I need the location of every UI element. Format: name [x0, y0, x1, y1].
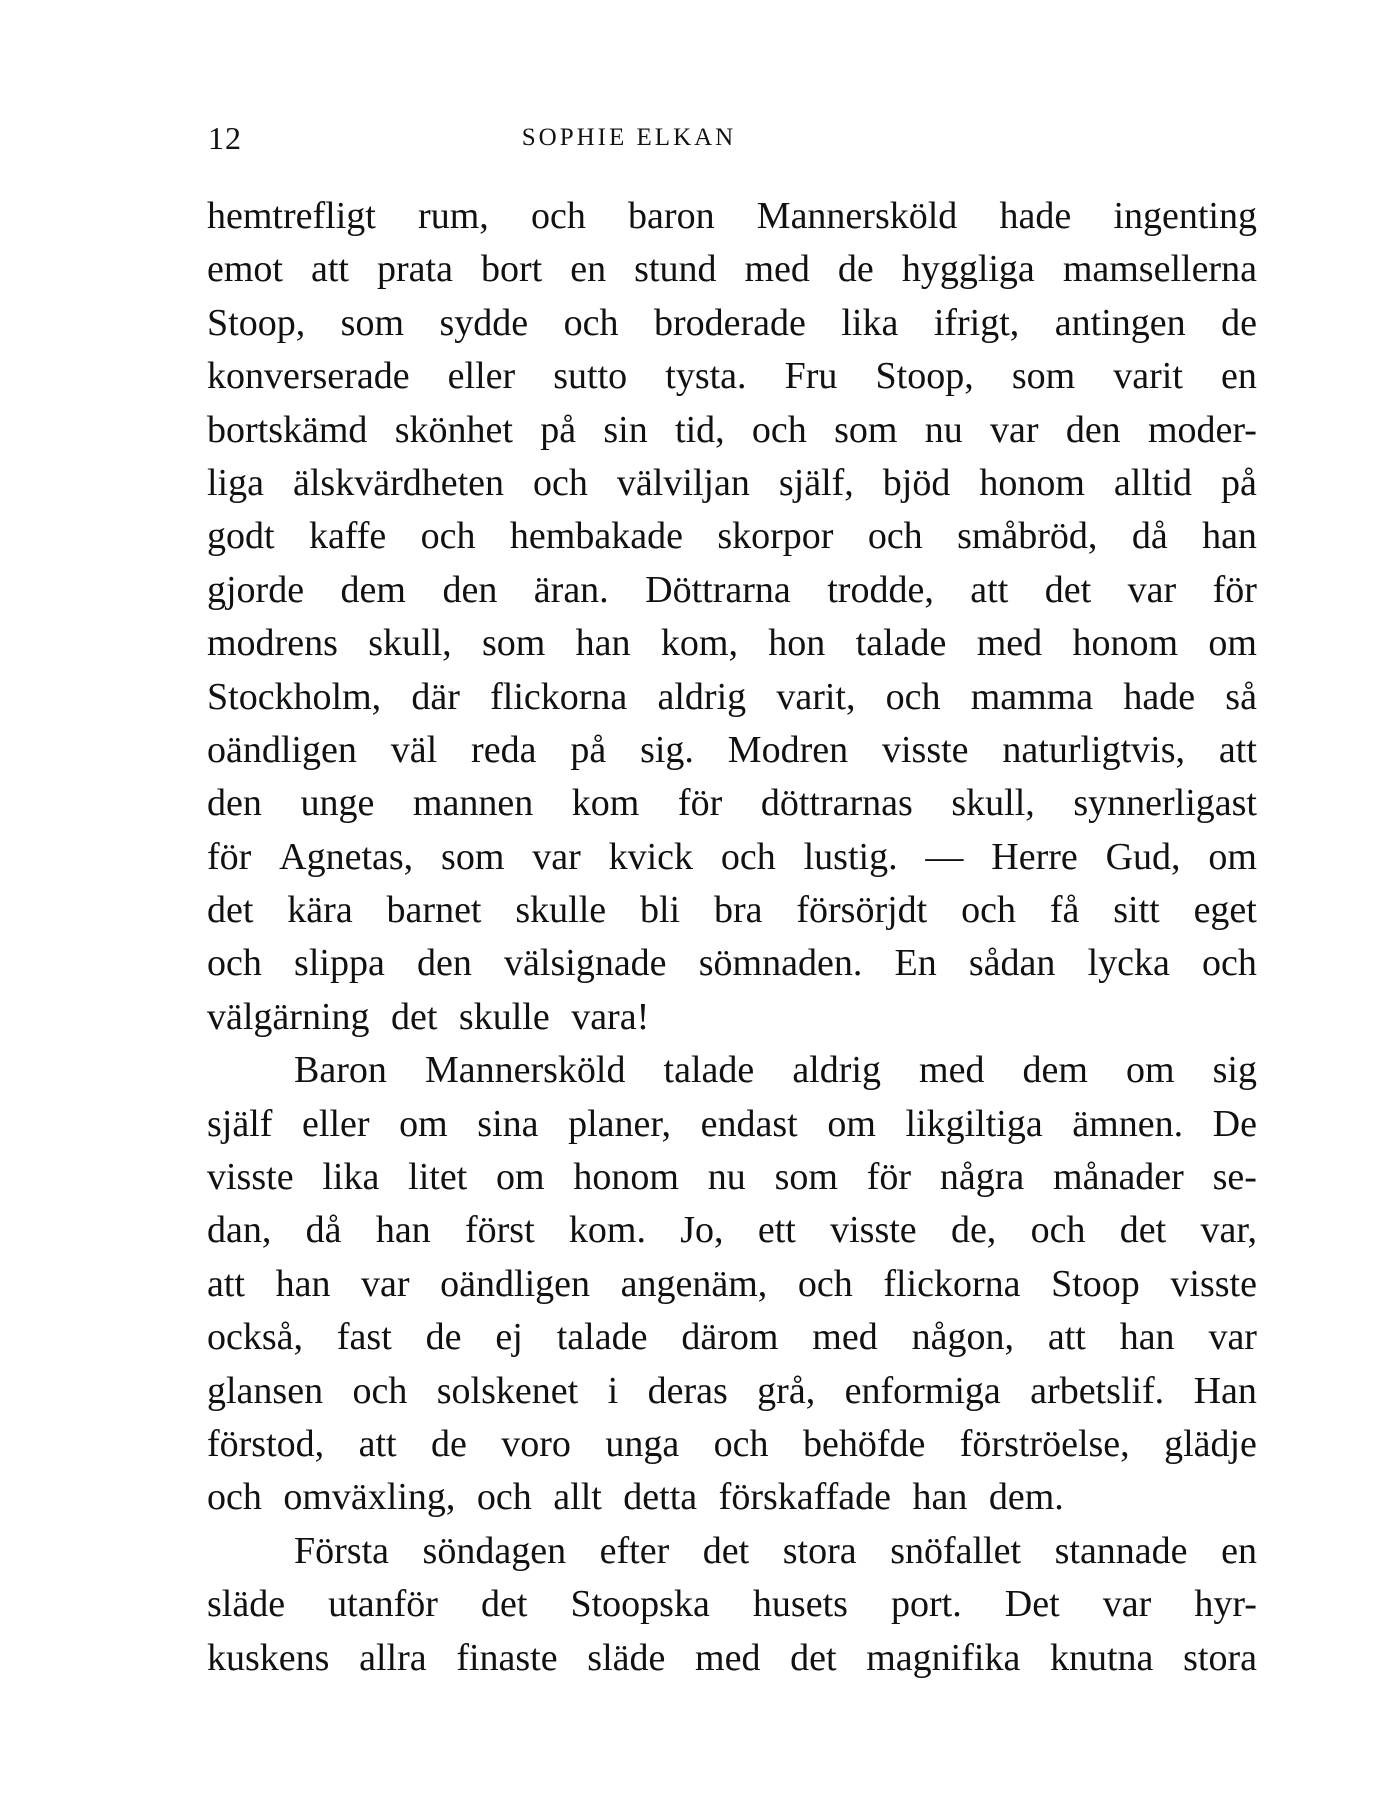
page-number: 12	[208, 120, 242, 156]
text-line: själf eller om sina planer, endast om likgiltiga ämnen. De	[207, 1102, 1257, 1145]
text-line: hemtrefligt rum, och baron Mannersköld hade ingenting	[207, 195, 1257, 237]
text-line: och slippa den välsignade sömnaden. En sådan lycka och	[207, 942, 1257, 985]
text-line: och omväxling, och allt detta förskaffade han dem.	[207, 1476, 1064, 1519]
text-line: dan, då han först kom. Jo, ett visste de, och det var,	[207, 1209, 1257, 1252]
text-line: kuskens allra finaste släde med det magnifika knutna stora	[207, 1636, 1257, 1679]
text-line: modrens skull, som han kom, hon talade med honom om	[207, 622, 1257, 665]
text-line: släde utanför det Stoopska husets port. Det var hyr-	[207, 1583, 1257, 1626]
text-line: Baron Mannersköld talade aldrig med dem om sig	[294, 1049, 1257, 1092]
text-line: oändligen väl reda på sig. Modren visste naturligtvis, att	[207, 728, 1257, 771]
text-line: Stockholm, där flickorna aldrig varit, och mamma hade så	[207, 675, 1257, 718]
text-line: visste lika litet om honom nu som för några månader se-	[207, 1156, 1257, 1199]
text-line: den unge mannen kom för döttrarnas skull, synnerligast	[207, 782, 1257, 825]
text-line: också, fast de ej talade därom med någon, att han var	[207, 1316, 1257, 1359]
text-line: Första söndagen efter det stora snöfallet stannade en	[294, 1529, 1257, 1572]
text-line: liga älskvärdheten och välviljan själf, bjöd honom alltid på	[207, 461, 1257, 504]
text-line: förstod, att de voro unga och behöfde förströelse, glädje	[207, 1422, 1257, 1465]
running-head	[208, 118, 1258, 158]
text-line: godt kaffe och hembakade skorpor och småbröd, då han	[207, 515, 1257, 558]
text-line: att han var oändligen angenäm, och flickorna Stoop visste	[207, 1262, 1257, 1305]
text-line: gjorde dem den äran. Döttrarna trodde, att det var för	[207, 568, 1257, 611]
book-title: SOPHIE ELKAN	[521, 124, 737, 151]
text-line: glansen och solskenet i deras grå, enformiga arbetslif. Han	[207, 1369, 1257, 1412]
text-line: det kära barnet skulle bli bra försörjdt och få sitt eget	[207, 889, 1257, 932]
text-line: för Agnetas, som var kvick och lustig. — Herre Gud, om	[207, 835, 1257, 878]
text-line: välgärning det skulle vara!	[207, 995, 650, 1038]
text-line: Stoop, som sydde och broderade lika ifrigt, antingen de	[207, 301, 1257, 344]
text-line: bortskämd skönhet på sin tid, och som nu var den moder-	[207, 408, 1257, 451]
body-text	[207, 190, 1257, 1685]
text-line: konverserade eller sutto tysta. Fru Stoop, som varit en	[207, 355, 1257, 398]
text-line: emot att prata bort en stund med de hyggliga mamsellerna	[207, 248, 1257, 291]
